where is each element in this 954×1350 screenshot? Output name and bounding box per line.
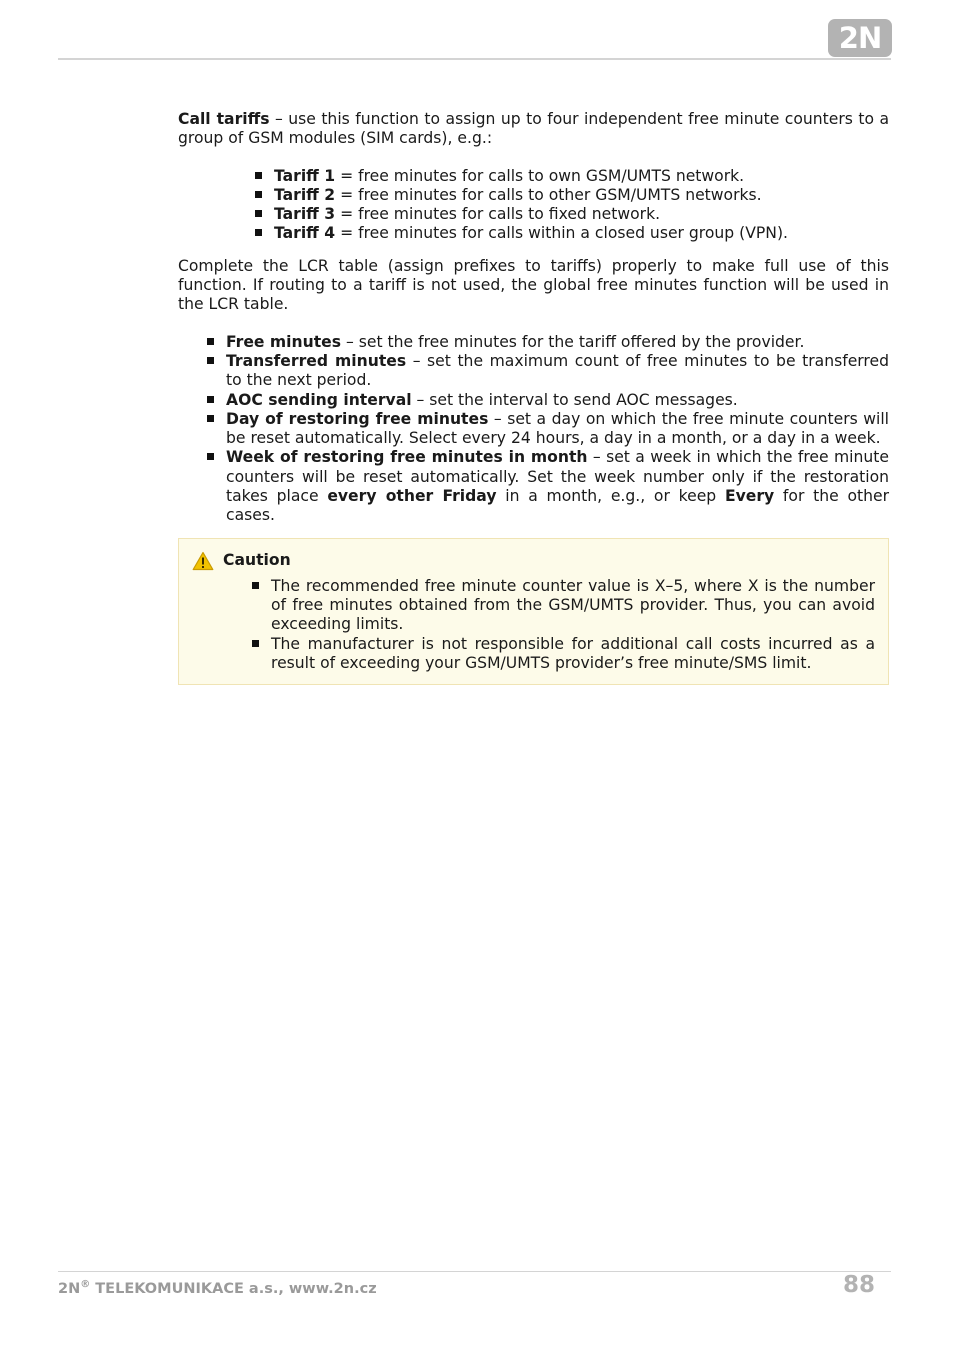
list-item	[274, 186, 889, 205]
list-item	[226, 333, 889, 352]
feature-text: – set a week in which the free minute counters will be reset automatically. Set the week number only if the restoration takes place	[226, 448, 889, 506]
intro-paragraph	[178, 110, 889, 149]
tariff-label: Tariff 2	[274, 185, 336, 204]
registered-mark: ®	[80, 1279, 91, 1290]
tariff-label: Tariff 3	[274, 205, 336, 224]
feature-text: – set the interval to send AOC messages.	[411, 390, 738, 409]
footer-company	[58, 1279, 377, 1297]
brand-logo: 2N	[828, 19, 892, 57]
feature-text: – set the maximum count of free minutes to be transferred to the next period.	[226, 351, 889, 390]
tariff-text: = free minutes for calls to own GSM/UMTS network.	[335, 166, 745, 185]
list-item	[274, 167, 889, 186]
list-item: The recommended free minute counter value is X–5, where X is the number of free minutes obtained from the GSM/UMTS provider. Thus, you can avoid exceeding limits.	[271, 576, 875, 634]
list-item: The manufacturer is not responsible for additional call costs incurred as a result of exceeding your GSM/UMTS provider’s free minute/SMS limit.	[271, 634, 875, 672]
footer-brand: 2N	[58, 1280, 81, 1297]
page-number: 88	[842, 1272, 875, 1298]
list-item	[274, 224, 889, 243]
feature-label: Free minutes	[226, 332, 342, 351]
footer-divider	[58, 1271, 891, 1272]
feature-label: Transferred minutes	[226, 351, 407, 370]
feature-label: Day of restoring free minutes	[226, 409, 489, 428]
caution-title: Caution	[223, 550, 291, 569]
tariff-list	[274, 167, 889, 244]
tariff-text: = free minutes for calls to other GSM/UMTS networks.	[335, 185, 762, 204]
feature-text: for the other cases.	[226, 487, 889, 525]
tariff-label: Tariff 4	[274, 224, 336, 243]
feature-label: AOC sending interval	[226, 390, 412, 409]
caution-list	[271, 577, 875, 673]
feature-emphasis: Every	[724, 487, 775, 506]
caution-header	[192, 551, 875, 571]
feature-text: – set the free minutes for the tariff offered by the provider.	[341, 332, 805, 351]
lcr-paragraph: Complete the LCR table (assign prefixes to tariffs) properly to make full use of this function. If routing to a tariff is not used, the global free minutes function will be used in the LCR table.	[178, 256, 889, 314]
feature-label: Week of restoring free minutes in month	[226, 448, 588, 467]
tariff-text: = free minutes for calls to fixed network.	[335, 205, 661, 224]
intro-lead: Call tariffs	[178, 110, 270, 128]
header-divider	[58, 58, 891, 60]
warning-icon	[192, 551, 214, 571]
list-item	[226, 391, 889, 410]
tariff-label: Tariff 1	[274, 166, 336, 185]
page-content	[178, 110, 889, 685]
list-item	[226, 410, 889, 449]
feature-text: in a month, e.g., or keep	[496, 487, 725, 506]
feature-text: – set a day on which the free minute counters will be reset automatically. Select every 24 hours, a day in a month, or a day in a week.	[226, 409, 890, 448]
footer-company-text: TELEKOMUNIKACE a.s., www.2n.cz	[90, 1280, 377, 1297]
feature-list	[226, 333, 889, 526]
caution-box	[178, 538, 889, 685]
list-item	[274, 205, 889, 224]
list-item	[226, 352, 889, 391]
feature-emphasis: every other Friday	[327, 487, 497, 506]
intro-text: – use this function to assign up to four independent free minute counters to a group of GSM modules (SIM cards), e.g.:	[178, 110, 890, 148]
list-item	[226, 448, 889, 525]
tariff-text: = free minutes for calls within a closed user group (VPN).	[335, 224, 789, 243]
